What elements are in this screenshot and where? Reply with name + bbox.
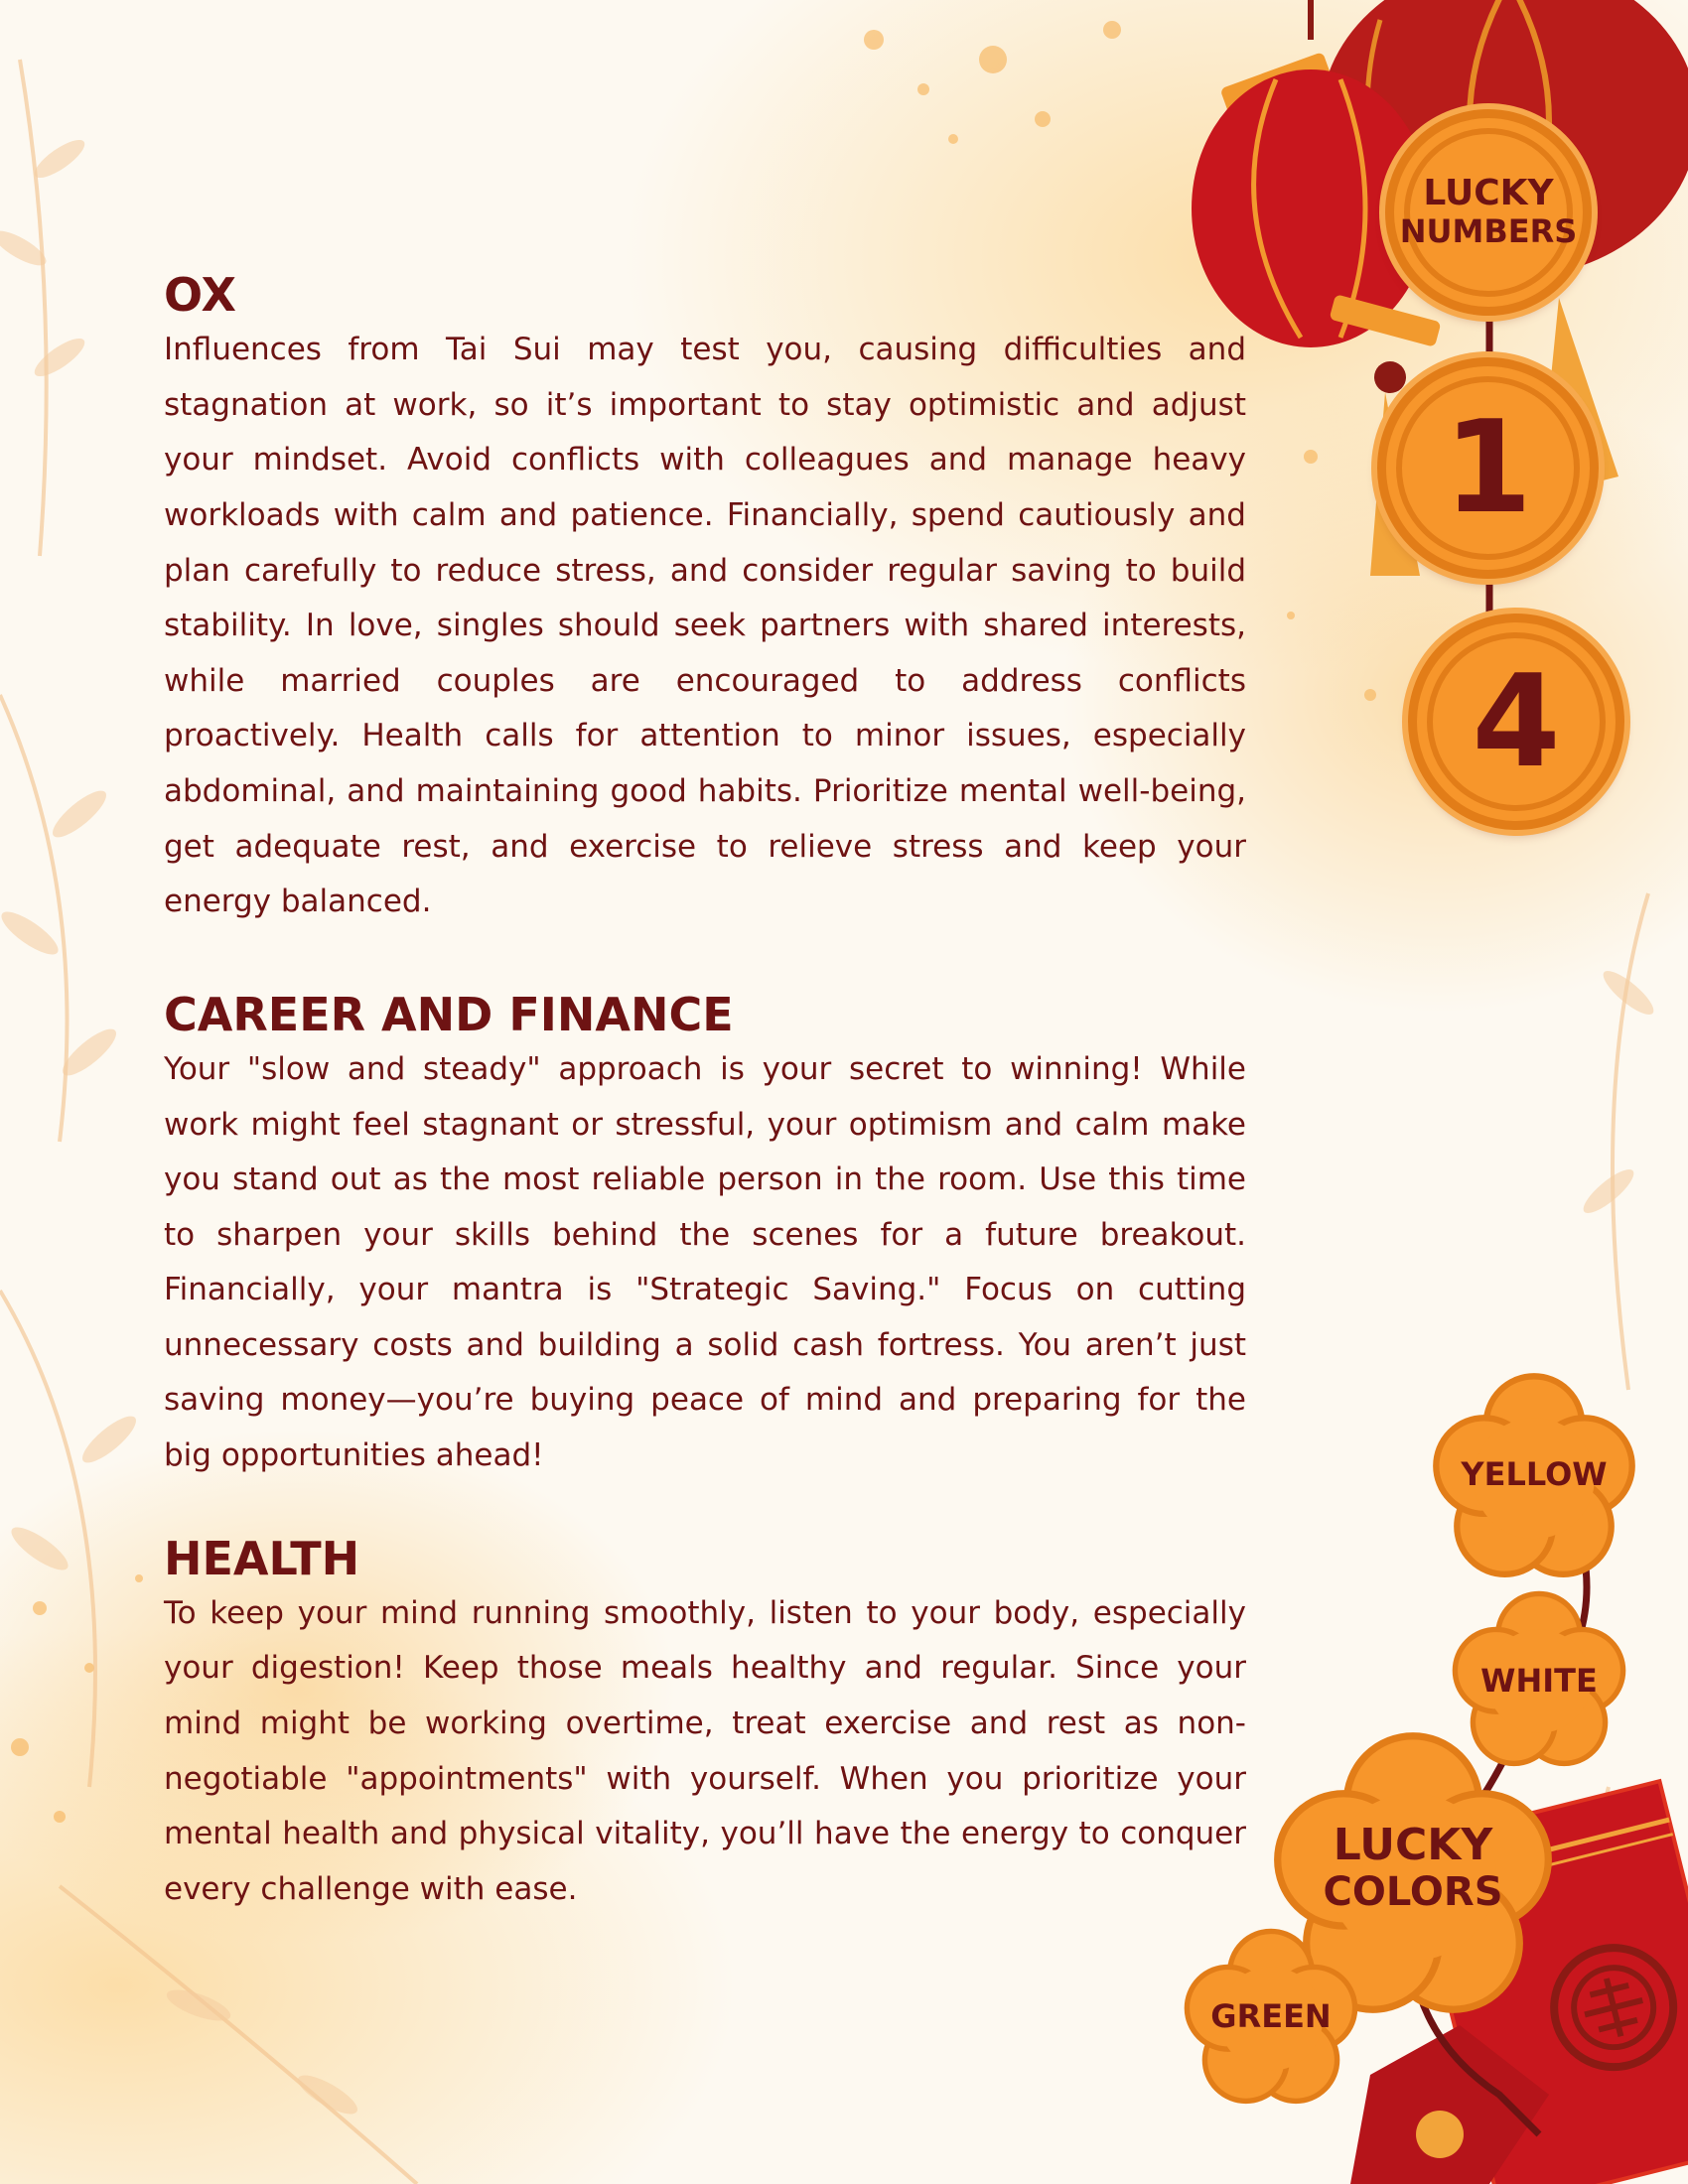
section-body-ox: Influences from Tai Sui may test you, causing difficulties and stagnation at work, so it’s important to stay optimistic and adjust your mindset. Avoid conflicts with colleagues and manage heavy workloads with calm and patience. Financially, spend cautiously and plan carefully to reduce stress, and consider regular saving to build stability. In love, singles should seek partners with shared interests, while married couples are encouraged to address conflicts proactively. Health calls for attention to minor issues, especially abdominal, and maintaining good habits. Prioritize mental well-being, get adequate rest, and exercise to relieve stress and keep your energy balanced. — [164, 332, 1246, 920]
lucky-color-label: GREEN — [1210, 1997, 1332, 2035]
lucky-color-label: WHITE — [1480, 1662, 1598, 1700]
lucky-number-badge — [1408, 614, 1624, 830]
lucky-number-value: 1 — [1443, 394, 1533, 542]
section-heading-career-finance: CAREER AND FINANCE — [164, 987, 734, 1041]
section-body-career-finance: Your "slow and steady" approach is your secret to winning! While work might feel stagnant or stressful, your optimism and calm make you stand out as the most reliable person in the room. Use this time to sharpen your skills behind the scenes for a future breakout. Financially, your mantra is "Strategic Saving." Focus on cutting unnecessary costs and building a solid cash fortress. You aren’t just saving money—you’re buying peace of mind and preparing for the big opportunities ahead! — [164, 1050, 1246, 1474]
section-heading-health: HEALTH — [164, 1531, 360, 1585]
lucky-colors-title — [1269, 1820, 1557, 1916]
lucky-color-label: YELLOW — [1461, 1455, 1608, 1493]
lucky-numbers-title-line1: LUCKY — [1423, 173, 1554, 214]
lucky-numbers-badge — [1385, 109, 1592, 316]
section-body-health: To keep your mind running smoothly, listen to your body, especially your digestion! Keep those meals healthy and regular. Since your mind might be working overtime, treat exercise and rest as non-negotiable "appointments" with yourself. When you prioritize your mental health and physical vitality, you’ll have the energy to conquer every challenge with ease. — [164, 1594, 1246, 1907]
lucky-colors-title-line2: COLORS — [1323, 1869, 1503, 1916]
lucky-number-value: 4 — [1472, 647, 1561, 796]
lucky-number-badge — [1377, 357, 1599, 579]
lucky-color-flower-green — [1182, 1926, 1360, 2105]
lucky-numbers-title-line2: NUMBERS — [1399, 212, 1578, 250]
lucky-colors-title-line1: LUCKY — [1333, 1820, 1493, 1870]
section-heading-ox: OX — [164, 268, 236, 322]
main-content — [164, 268, 1246, 1917]
lucky-color-flower-yellow — [1430, 1370, 1638, 1578]
